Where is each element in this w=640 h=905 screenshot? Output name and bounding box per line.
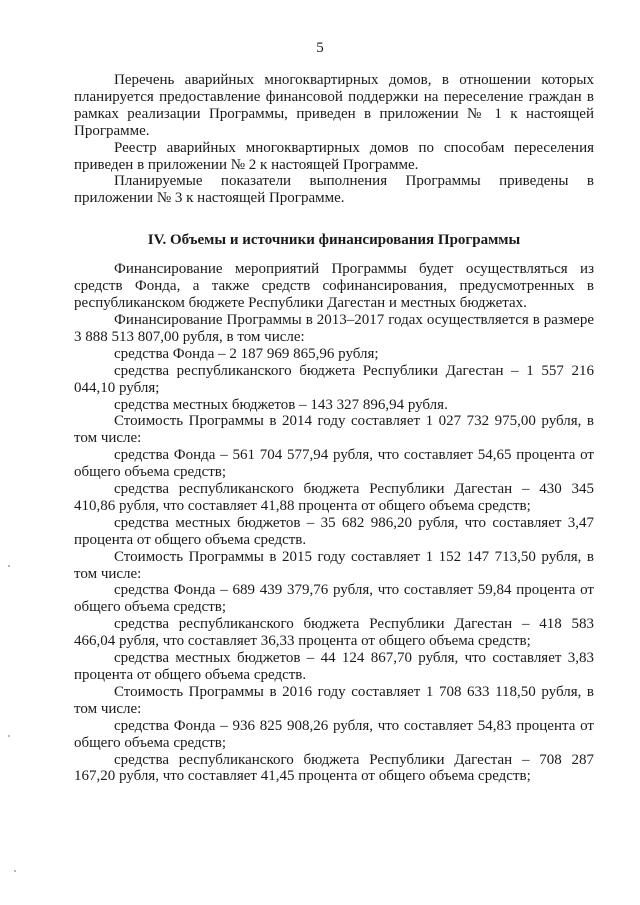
page-number: 5 <box>316 40 324 56</box>
paragraph: Стоимость Программы в 2016 году составляет 1 708 633 118,50 рубля, в том числе: <box>74 683 594 717</box>
scan-speck <box>8 735 10 737</box>
paragraph: средства местных бюджетов – 35 682 986,20 рубля, что составляет 3,47 процента от общего объема средств. <box>74 514 594 548</box>
paragraph: средства республиканского бюджета Республики Дагестан – 418 583 466,04 рубля, что составляет 36,33 процента от общего объема средств; <box>74 616 594 650</box>
paragraph: средства местных бюджетов – 44 124 867,70 рубля, что составляет 3,83 процента от общего объема средств. <box>74 650 594 683</box>
paragraph: средства республиканского бюджета Республики Дагестан – 430 345 410,86 рубля, что составляет 41,88 процента от общего объема средств; <box>74 481 594 514</box>
paragraph: средства Фонда – 689 439 379,76 рубля, что составляет 59,84 процента от общего объема средств; <box>74 582 594 616</box>
paragraph: средства Фонда – 2 187 969 865,96 рубля; <box>114 345 379 362</box>
scan-speck <box>8 565 10 567</box>
paragraph: Стоимость Программы в 2014 году составляет 1 027 732 975,00 рубля, в том числе: <box>74 413 594 447</box>
section-heading: IV. Объемы и источники финансирования Программы <box>147 232 521 249</box>
paragraph: Планируемые показатели выполнения Программы приведены в приложении № 3 к настоящей Программе. <box>74 173 594 207</box>
paragraph: Финансирование Программы в 2013–2017 годах осуществляется в размере 3 888 513 807,00 рубля, в том числе: <box>74 311 594 345</box>
paragraph: средства Фонда – 561 704 577,94 рубля, что составляет 54,65 процента от общего объема средств; <box>74 447 594 481</box>
paragraph: Финансирование мероприятий Программы будет осуществляться из средств Фонда, а также средств софинансирования, предусмотренных в республиканском бюджете Республики Дагестан и местных бюджетах. <box>74 261 594 312</box>
paragraph: Реестр аварийных многоквартирных домов по способам переселения приведен в приложении № 2 к настоящей Программе. <box>74 139 594 173</box>
paragraph: средства республиканского бюджета Республики Дагестан – 1 557 216 044,10 рубля; <box>74 362 594 396</box>
paragraph: средства республиканского бюджета Республики Дагестан – 708 287 167,20 рубля, что составляет 41,45 процента от общего объема средств; <box>74 751 594 785</box>
document-body <box>74 72 594 785</box>
paragraph: средства Фонда – 936 825 908,26 рубля, что составляет 54,83 процента от общего объема средств; <box>74 717 594 751</box>
paragraph: средства местных бюджетов – 143 327 896,94 рубля. <box>114 396 448 413</box>
scan-speck <box>14 870 16 872</box>
paragraph: Стоимость Программы в 2015 году составляет 1 152 147 713,50 рубля, в том числе: <box>74 548 594 582</box>
paragraph: Перечень аварийных многоквартирных домов, в отношении которых планируется предоставление финансовой поддержки на переселение граждан в рамках реализации Программы, приведен в приложении № 1 к настоящей Программе. <box>74 72 594 139</box>
